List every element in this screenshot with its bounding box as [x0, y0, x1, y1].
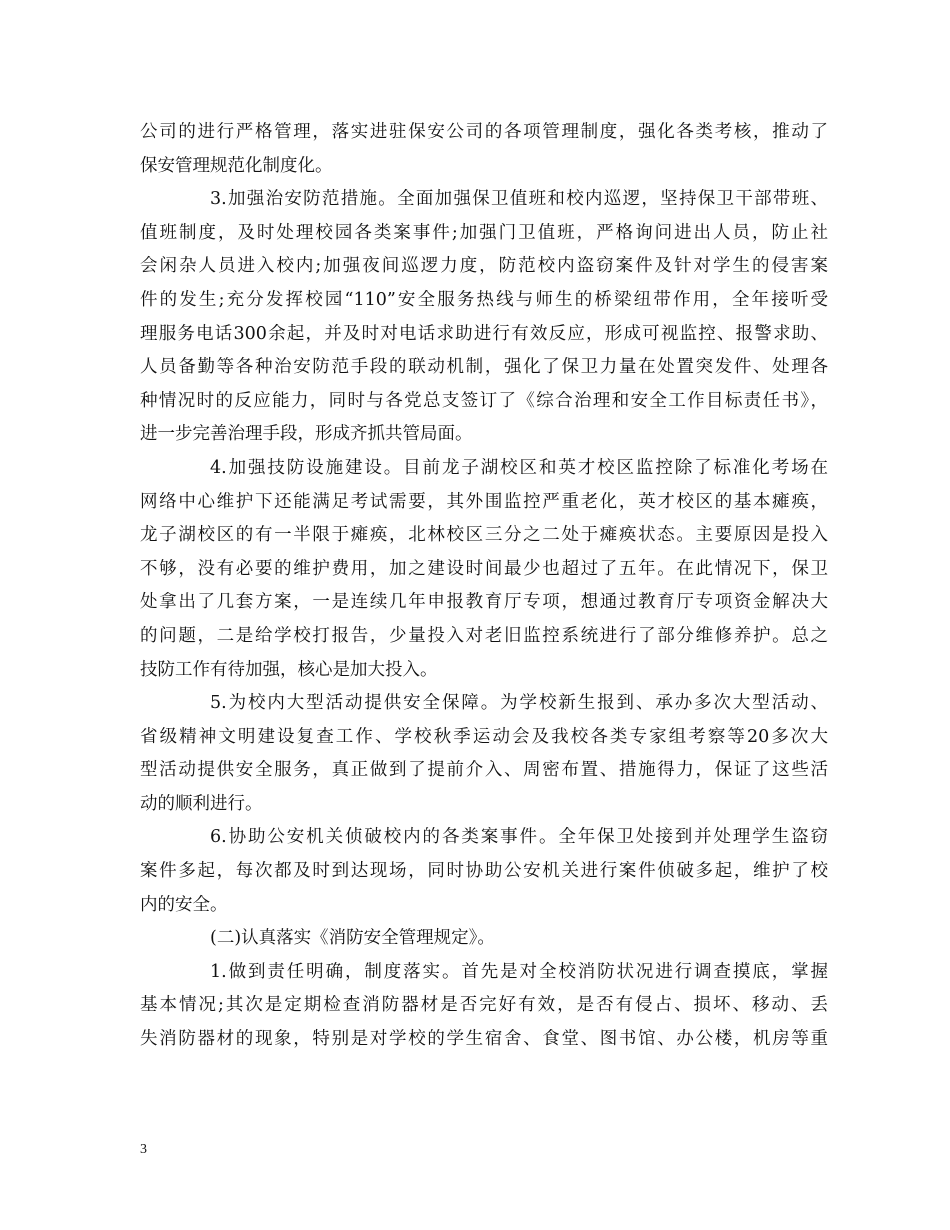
text-line: 1.做到责任明确，制度落实。首先是对全校消防状况进行调查摸底，掌握 [210, 961, 828, 982]
text-line: 网络中心维护下还能满足考试需要，其外围监控严重老化，英才校区的基本瘫痪， [140, 491, 828, 512]
text-line: 不够，没有必要的维护费用，加之建设时间最少也超过了五年。在此情况下，保卫 [140, 558, 828, 579]
text-line: 理服务电话300余起，并及时对电话求助进行有效反应，形成可视监控、报警求助、 [140, 323, 828, 344]
text-line: 技防工作有待加强，核心是加大投入。 [140, 659, 438, 680]
text-line: 6.协助公安机关侦破校内的各类案事件。全年保卫处接到并处理学生盗窃 [210, 827, 828, 848]
text-line: 的问题，二是给学校打报告，少量投入对老旧监控系统进行了部分维修养护。总之 [140, 625, 828, 646]
text-line: 处拿出了几套方案，一是连续几年申报教育厅专项，想通过教育厅专项资金解决大 [140, 592, 828, 613]
text-line: 省级精神文明建设复查工作、学校秋季运动会及我校各类专家组考察等20多次大 [140, 726, 828, 747]
text-line: 种情况时的反应能力，同时与各党总支签订了《综合治理和安全工作目标责任书》， [140, 390, 828, 411]
text-line: 型活动提供安全服务，真正做到了提前介入、周密布置、措施得力，保证了这些活 [140, 760, 828, 781]
text-line: 5.为校内大型活动提供安全保障。为学校新生报到、承办多次大型活动、 [210, 693, 828, 714]
text-line: 动的顺利进行。 [140, 793, 263, 814]
document-body [140, 116, 828, 1057]
text-line: 值班制度，及时处理校园各类案事件;加强门卫值班，严格询问进出人员，防止社 [140, 222, 828, 243]
text-line: 龙子湖校区的有一半限于瘫痪，北林校区三分之二处于瘫痪状态。主要原因是投入 [140, 525, 828, 546]
text-line: 人员备勤等各种治安防范手段的联动机制，强化了保卫力量在处置突发件、处理各 [140, 357, 828, 378]
text-line: 保安管理规范化制度化。 [140, 155, 333, 176]
text-line: 件的发生;充分发挥校园“110”安全服务热线与师生的桥梁纽带作用，全年接听受 [140, 289, 828, 310]
text-line: 3.加强治安防范措施。全面加强保卫值班和校内巡逻，坚持保卫干部带班、 [210, 189, 828, 210]
text-line: 进一步完善治理手段，形成齐抓共管局面。 [140, 424, 473, 445]
text-line: 内的安全。 [140, 894, 228, 915]
text-line: 基本情况;其次是定期检查消防器材是否完好有效，是否有侵占、损坏、移动、丢 [140, 995, 828, 1016]
text-line: 案件多起，每次都及时到达现场，同时协助公安机关进行案件侦破多起，维护了校 [140, 861, 828, 882]
text-line: 4.加强技防设施建设。目前龙子湖校区和英才校区监控除了标准化考场在 [210, 457, 828, 478]
section-heading: (二)认真落实《消防安全管理规定》。 [210, 928, 495, 949]
text-line: 公司的进行严格管理，落实进驻保安公司的各项管理制度，强化各类考核，推动了 [140, 122, 828, 142]
text-line: 失消防器材的现象，特别是对学校的学生宿舍、食堂、图书馆、办公楼，机房等重 [140, 1029, 828, 1050]
page-number: 3 [140, 1142, 147, 1157]
text-line: 会闲杂人员进入校内;加强夜间巡逻力度，防范校内盗窃案件及针对学生的侵害案 [140, 256, 828, 277]
